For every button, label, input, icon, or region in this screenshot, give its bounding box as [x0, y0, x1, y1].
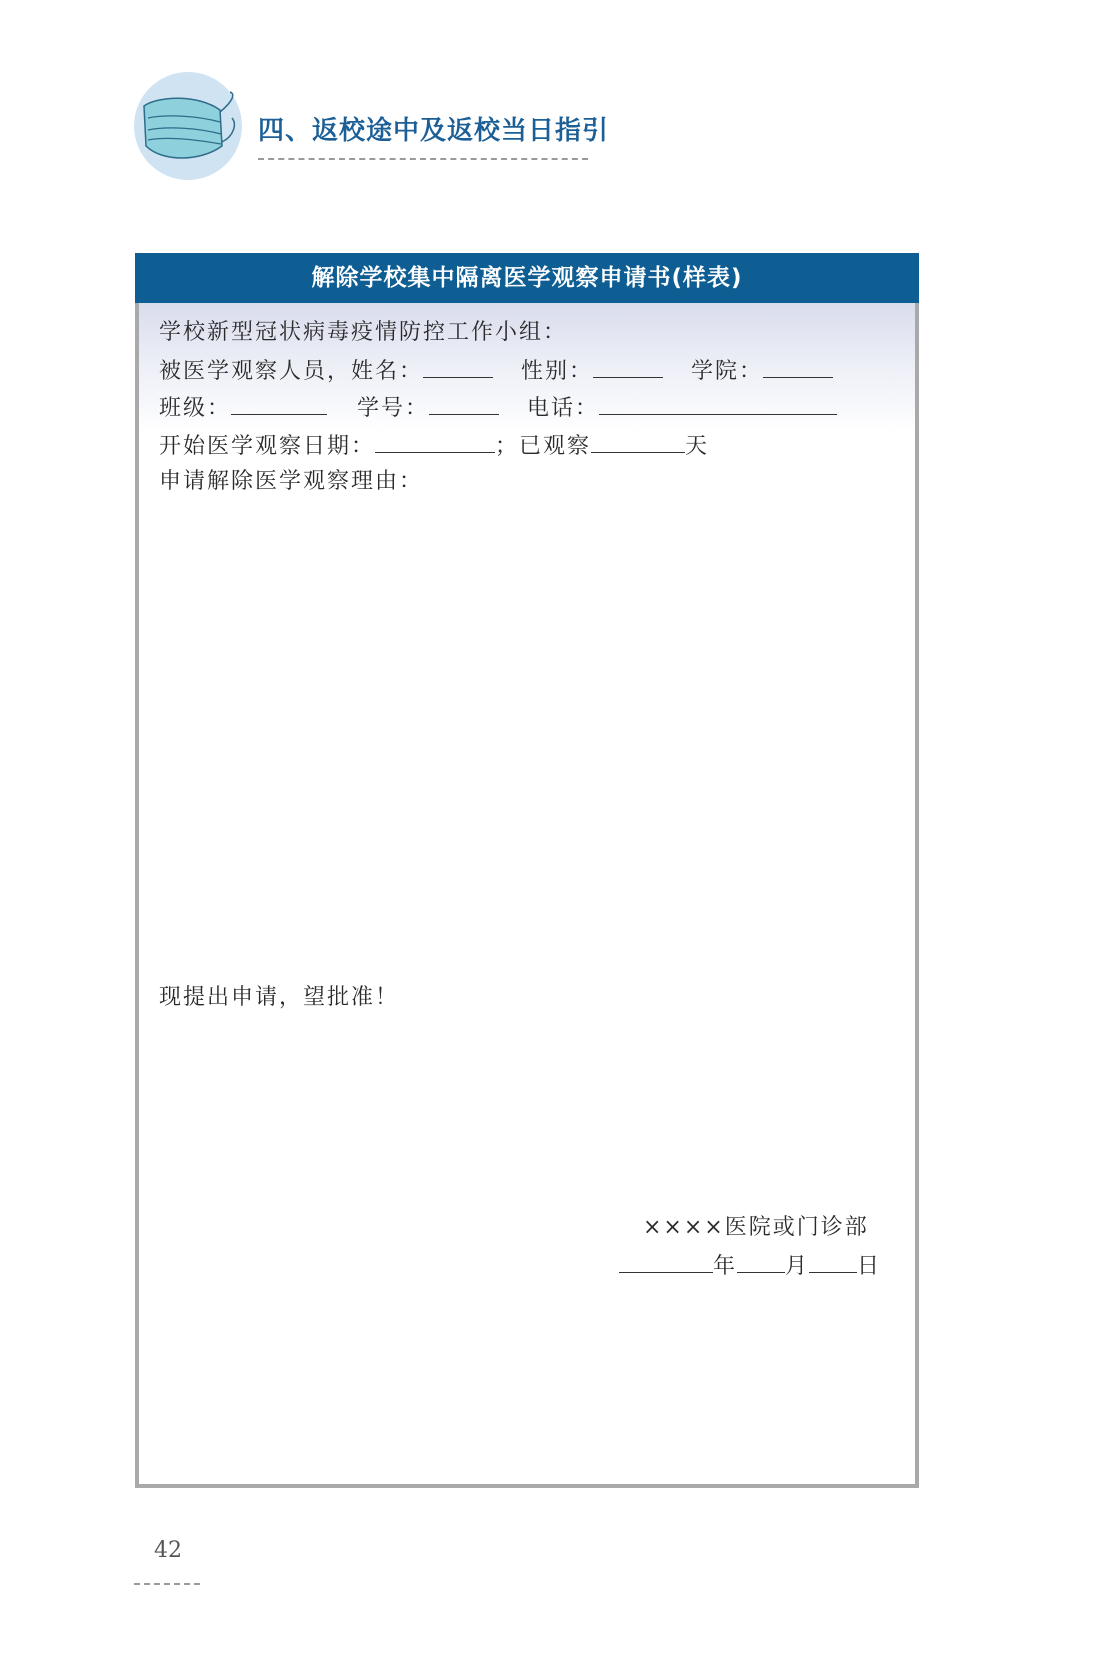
gender-label: 性别：	[521, 359, 594, 384]
name-field[interactable]	[423, 355, 493, 378]
observed-label: ；已观察	[495, 434, 592, 459]
form-title: 解除学校集中隔离医学观察申请书(样表)	[311, 265, 743, 291]
reason-label: 申请解除医学观察理由：	[159, 469, 424, 494]
class-label: 班级：	[159, 396, 232, 421]
month-field[interactable]	[737, 1250, 785, 1273]
page-number: 42	[154, 1538, 182, 1563]
year-field[interactable]	[619, 1250, 713, 1273]
student-id-field[interactable]	[429, 392, 499, 415]
section-title: 四、返校途中及返校当日指引	[258, 116, 610, 146]
face-mask-icon	[138, 88, 238, 168]
page-number-divider	[134, 1583, 200, 1585]
day-label: 日	[857, 1254, 882, 1279]
year-label: 年	[713, 1254, 738, 1279]
observed-days-field[interactable]	[591, 430, 685, 453]
student-id-label: 学号：	[357, 396, 430, 421]
date-line	[619, 1250, 881, 1282]
college-label: 学院：	[691, 359, 764, 384]
reason-row	[159, 467, 423, 497]
phone-field[interactable]	[599, 392, 837, 415]
month-label: 月	[785, 1254, 810, 1279]
title-divider	[258, 158, 588, 160]
request-text: 现提出申请，望批准！	[159, 985, 400, 1010]
salutation: 学校新型冠状病毒疫情防控工作小组：	[159, 320, 568, 345]
start-date-field[interactable]	[375, 430, 495, 453]
day-field[interactable]	[809, 1250, 857, 1273]
class-field[interactable]	[231, 392, 327, 415]
college-field[interactable]	[763, 355, 833, 378]
issuer-line	[643, 1213, 869, 1243]
observation-row	[159, 430, 709, 462]
request-row	[159, 983, 399, 1013]
gender-field[interactable]	[593, 355, 663, 378]
phone-label: 电话：	[527, 396, 600, 421]
name-label: 被医学观察人员，姓名：	[159, 359, 424, 384]
issuer: ××××医院或门诊部	[643, 1215, 869, 1240]
start-date-label: 开始医学观察日期：	[159, 434, 376, 459]
salutation-line	[159, 318, 567, 348]
days-unit: 天	[685, 434, 710, 459]
contact-info-row	[159, 392, 837, 424]
personal-info-row	[159, 355, 833, 387]
